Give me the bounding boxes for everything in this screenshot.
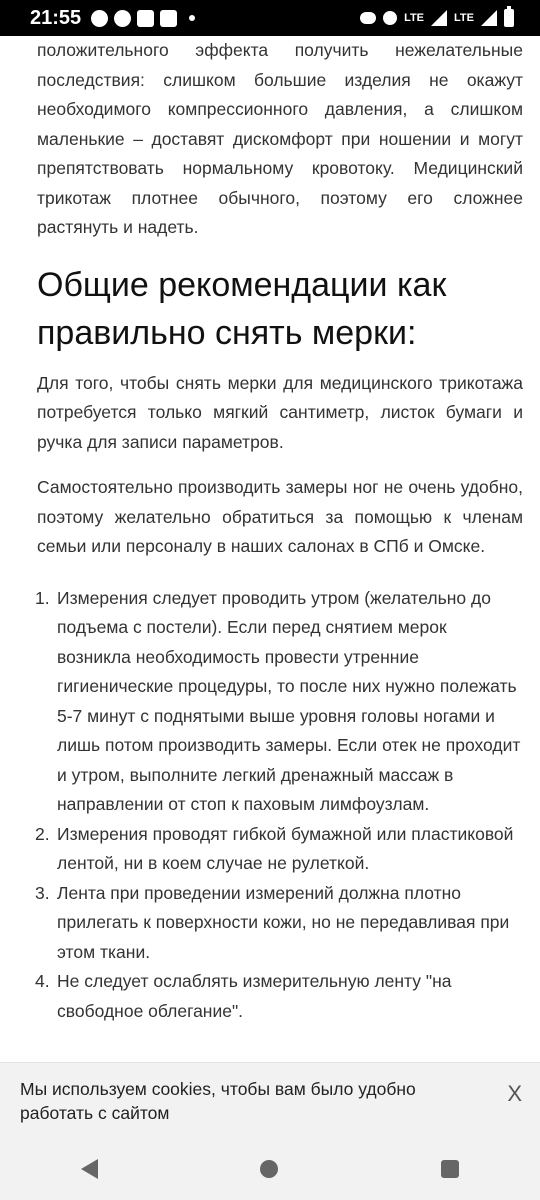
list-item [35,967,523,1026]
android-nav-bar [0,1138,540,1200]
signal-icon-2 [481,10,497,26]
key-icon [360,12,376,24]
back-icon[interactable] [81,1159,98,1179]
signal-icon [431,10,447,26]
section-heading: Общие рекомендации как правильно снять мерки: [37,265,447,352]
notification-icons [91,10,195,27]
list-item [35,879,523,968]
home-icon[interactable] [260,1160,278,1178]
list-text: Лента при проведении измерений должна плотно прилегать к поверхности кожи, но не передавливая при этом ткани. [57,882,510,962]
list-item [35,820,523,879]
tiktok-icon [160,10,177,27]
network-label: LTE [404,12,425,24]
more-notifications-icon [189,15,195,21]
list-number: 1. [35,587,50,608]
instructions-list [35,584,523,1027]
article-content [37,36,523,1026]
status-time: 21:55 [30,6,82,29]
list-number: 2. [35,823,50,844]
cookie-banner [0,1062,540,1139]
list-item [35,584,523,820]
list-number: 4. [35,971,50,991]
article-paragraph: Для того, чтобы снять мерки для медицинского трикотажа потребуется только мягкий сантиметр, листок бумаги и ручка для записи параметров. [37,372,523,452]
chat-icon [114,10,131,27]
media-icon [137,10,154,27]
list-number: 3. [35,882,50,903]
article-paragraph: Самостоятельно производить замеры ног не очень удобно, поэтому желательно обратиться за помощью к членам семьи или персоналу в наших салонах в СПб и Омске. [37,477,523,556]
battery-icon [504,9,514,27]
list-text: Измерения следует проводить утром (желательно до подъема с постели). Если перед снятием мерок возникла необходимость провести утренние гигиенические процедуры, то после них нужно полежать 5-7 минут с поднятыми выше уровня головы ногами и лишь потом производить замеры. Если отек не проходит и утром, выполните легкий дренажный массаж в направлении от стоп к паховым лимфоузлам. [57,587,521,814]
cookie-close-button[interactable]: X [507,1081,522,1106]
status-bar [0,0,540,36]
network-label-2: LTE [454,12,474,24]
cookie-text: Мы используем cookies, чтобы вам было удобно работать с сайтом [20,1079,416,1123]
recent-apps-icon[interactable] [441,1160,459,1178]
list-text: Измерения проводят гибкой бумажной или пластиковой лентой, ни в коем случае не рулеткой. [57,823,514,873]
hotspot-icon [383,11,397,25]
list-text: Не следует ослаблять измерительную ленту "на свободное облегание". [57,971,452,1021]
status-right [360,9,514,27]
article-paragraph: положительного эффекта получить нежелательные последствия: слишком большие изделия не окажут необходимого компрессионного давления, а слишком маленькие – доставят дискомфорт при ношении и могут препятствовать нормальному кровотоку. Медицинский трикотаж плотнее обычного, поэтому его сложнее растянуть и надеть. [37,40,523,237]
viber-icon [91,10,108,27]
